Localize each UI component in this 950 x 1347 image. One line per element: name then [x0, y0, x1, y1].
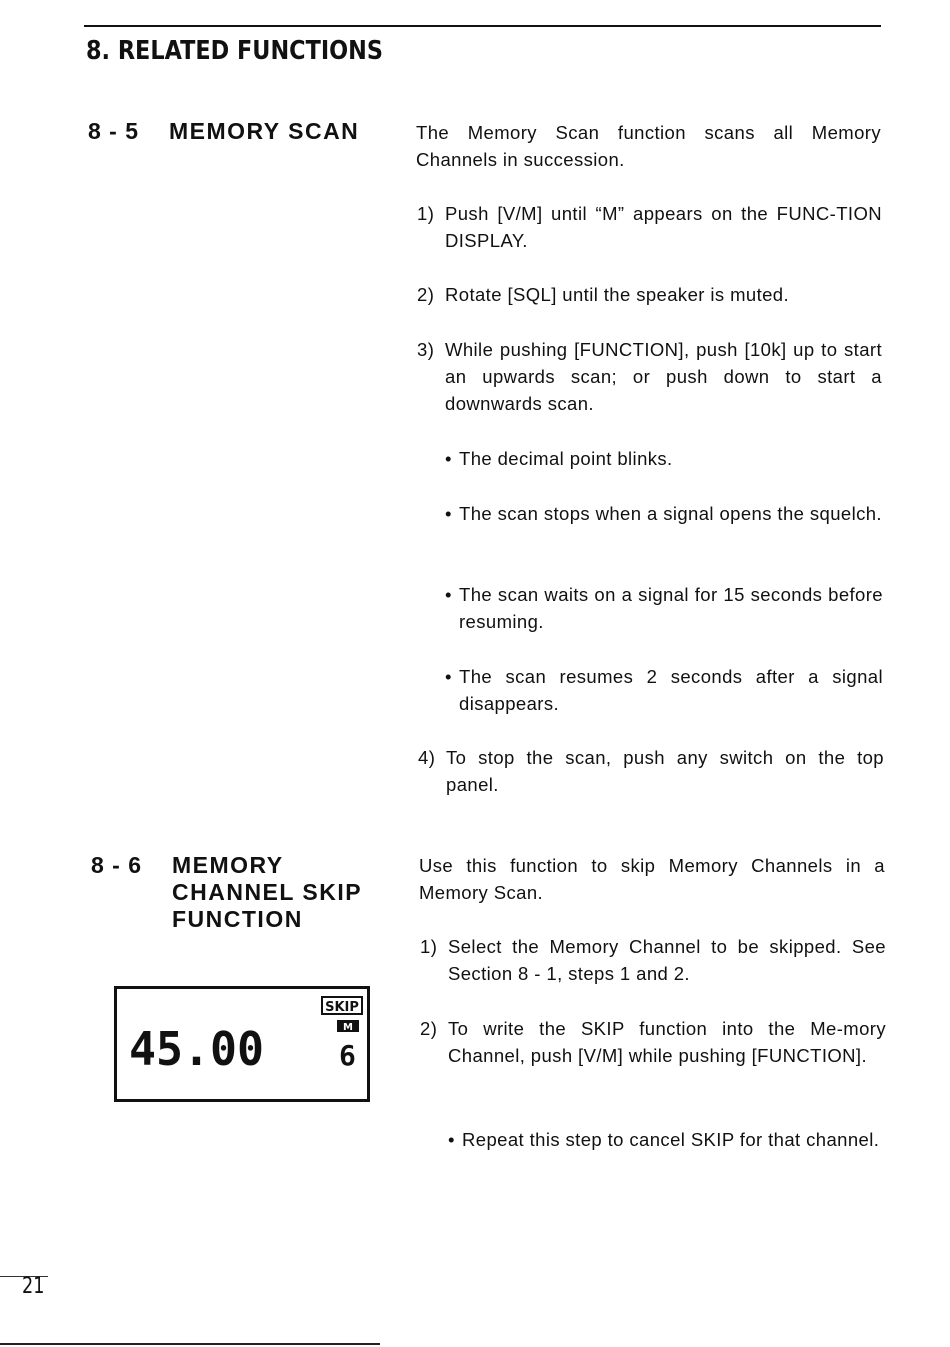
memory-scan-intro: The Memory Scan function scans all Memory Channels in succession. — [416, 122, 881, 170]
memory-scan-step-2 — [417, 281, 882, 308]
bullet-dot: • — [445, 666, 452, 687]
memory-scan-step-3 — [417, 336, 882, 417]
memory-scan-step-1 — [417, 200, 882, 254]
step-text: Select the Memory Channel to be skipped. See Section 8 - 1, steps 1 and 2. — [448, 936, 886, 984]
channel-skip-intro: Use this function to skip Memory Channels in a Memory Scan. — [419, 855, 885, 903]
step-number: 2) — [420, 1018, 438, 1039]
bullet-text: The scan resumes 2 seconds after a signal disappears. — [459, 666, 883, 714]
lcd-display-illustration — [114, 986, 370, 1102]
bullet-dot: • — [445, 584, 452, 605]
bullet-dot: • — [448, 1129, 455, 1150]
step-number: 3) — [417, 339, 435, 360]
channel-readout: 6 — [339, 1039, 356, 1072]
step-number: 1) — [420, 936, 438, 957]
frequency-readout: 45.00 — [129, 1022, 264, 1076]
section-number-8-5: 8 - 5 — [88, 118, 140, 144]
top-rule — [84, 25, 881, 27]
page-number: 21 — [22, 1274, 45, 1299]
step-number: 2) — [417, 284, 435, 305]
section-number-8-6: 8 - 6 — [91, 852, 143, 878]
step-text: While pushing [FUNCTION], push [10k] up to start an upwards scan; or push down to start a downwards scan. — [445, 339, 882, 414]
section-title-memory-scan: MEMORY SCAN — [169, 118, 360, 144]
step-text: To stop the scan, push any switch on the top panel. — [446, 747, 884, 795]
step-number: 4) — [418, 747, 436, 768]
memory-scan-bullet-4 — [445, 663, 883, 717]
title-line: MEMORY — [172, 852, 284, 878]
channel-skip-bullet-1 — [448, 1126, 886, 1153]
step-number: 1) — [417, 203, 435, 224]
chapter-title: 8. RELATED FUNCTIONS — [86, 36, 383, 66]
step-text: Rotate [SQL] until the speaker is muted. — [445, 284, 790, 305]
memory-scan-bullet-2 — [445, 500, 883, 527]
bullet-text: The scan stops when a signal opens the squelch. — [459, 503, 882, 524]
channel-skip-step-1 — [420, 933, 886, 987]
bullet-text: The decimal point blinks. — [459, 448, 673, 469]
memory-label: M — [343, 1022, 353, 1033]
memory-scan-bullet-3 — [445, 581, 883, 635]
bullet-dot: • — [445, 448, 452, 469]
channel-skip-step-2 — [420, 1015, 886, 1069]
title-line: CHANNEL SKIP — [172, 879, 363, 905]
bullet-dot: • — [445, 503, 452, 524]
memory-scan-bullet-1 — [445, 445, 883, 472]
bullet-text: Repeat this step to cancel SKIP for that channel. — [462, 1129, 880, 1150]
section-title-channel-skip — [172, 852, 362, 933]
bottom-rule — [0, 1343, 380, 1345]
bullet-text: The scan waits on a signal for 15 seconds before resuming. — [459, 584, 883, 632]
memory-scan-step-4 — [418, 744, 884, 798]
step-text: Push [V/M] until “M” appears on the FUNC-TION DISPLAY. — [445, 203, 882, 251]
skip-label: SKIP — [325, 1000, 359, 1015]
lcd-segments — [117, 989, 367, 1099]
step-text: To write the SKIP function into the Me-mory Channel, push [V/M] while pushing [FUNCTION]. — [448, 1018, 886, 1066]
title-line: FUNCTION — [172, 906, 303, 932]
